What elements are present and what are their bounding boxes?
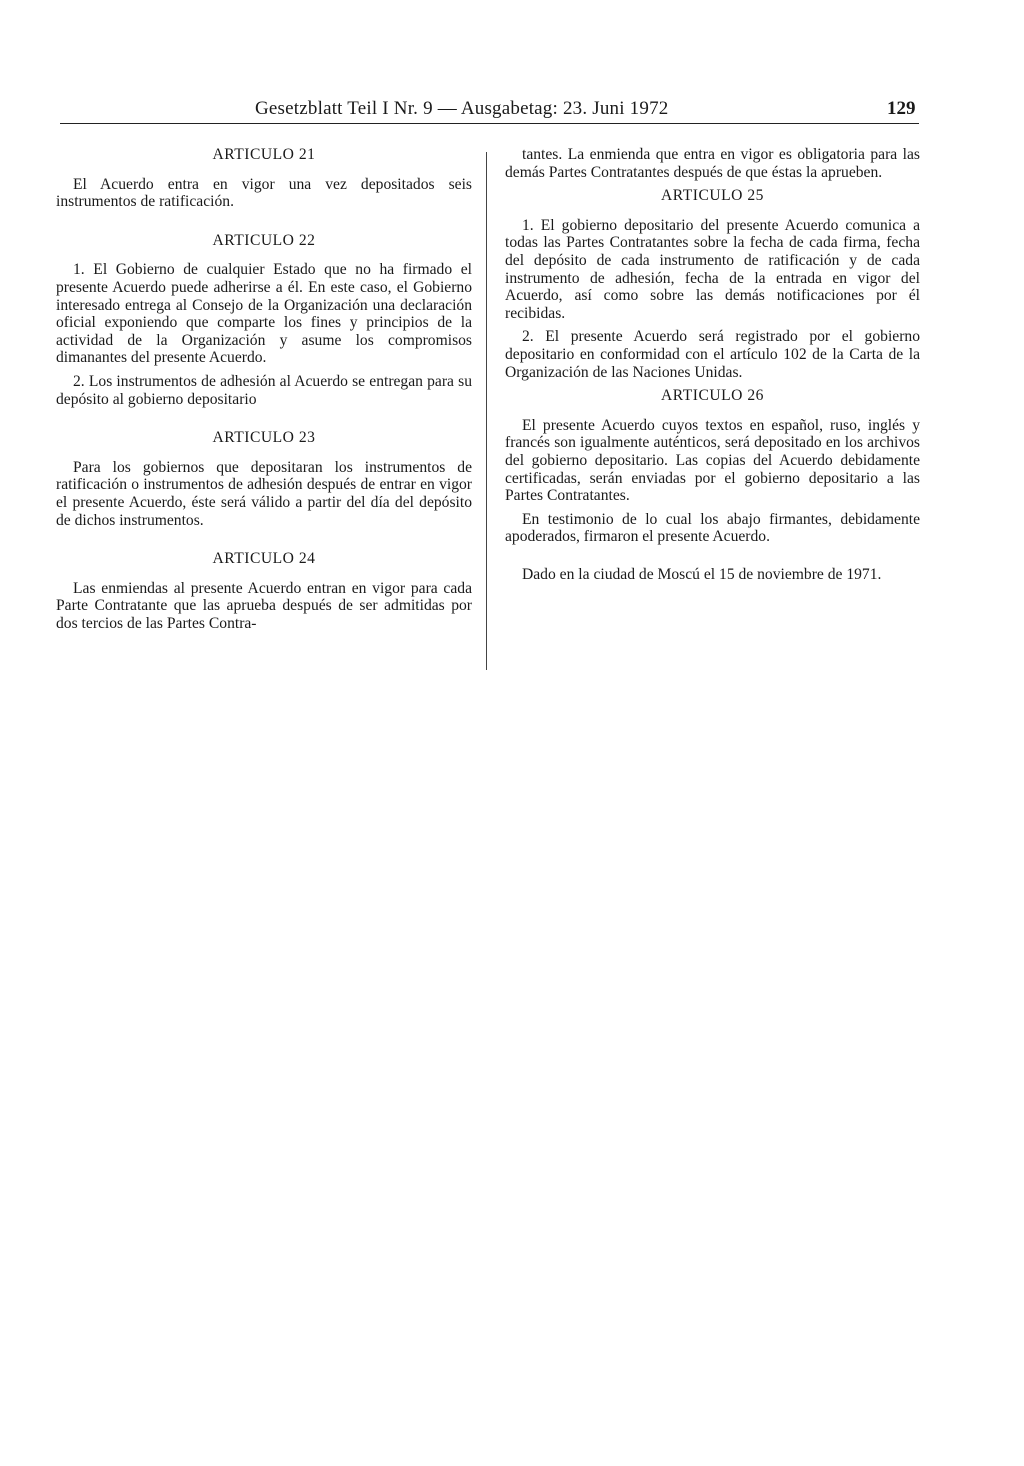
date-place-paragraph: Dado en la ciudad de Moscú el 15 de noviembre de 1971. [522, 565, 882, 583]
right-column [505, 146, 920, 589]
article-21-text: El Acuerdo entra en vigor una vez depositados seis instrumentos de ratificación. [56, 175, 472, 211]
article-23-text: Para los gobiernos que depositaran los instrumentos de ratificación o instrumentos de adhesión después de entrar en vigor el presente Acuerdo, éste será válido a partir del día del depósito de dichos instrumentos. [56, 458, 472, 529]
gazette-title: Gesetzblatt Teil I Nr. 9 — Ausgabetag: 23. Juni 1972 [255, 98, 669, 119]
article-22-heading: ARTICULO 22 [212, 231, 316, 249]
page-number: 129 [887, 98, 916, 119]
article-25-paragraph-1: 1. El gobierno depositario del presente Acuerdo comunica a todas las Partes Contratantes sobre la fecha de cada firma, fecha del depósito de cada instrumento de ratificación y de cada instrumento de adhesión, fecha de la entrada en vigor del Acuerdo, así como sobre las demás notificaciones por él recibidas. [505, 216, 920, 322]
column-divider [486, 152, 487, 670]
left-column [56, 146, 472, 638]
article-22-paragraph-1: 1. El Gobierno de cualquier Estado que no ha firmado el presente Acuerdo puede adherirse a él. En este caso, el Gobierno interesado entrega al Consejo de la Organización una declaración oficial exponiendo que comparte los fines y principios de la actividad de la Organización y asume los compromisos dimanantes del presente Acuerdo. [56, 261, 472, 367]
article-26-heading: ARTICULO 26 [661, 387, 764, 405]
article-23-heading: ARTICULO 23 [212, 429, 316, 447]
article-25-paragraph-2: 2. El presente Acuerdo será registrado por el gobierno depositario en conformidad con el artículo 102 de la Carta de la Organización de las Naciones Unidas. [505, 328, 920, 381]
article-24-continuation: tantes. La enmienda que entra en vigor es obligatoria para las demás Partes Contratantes después de que éstas la aprueben. [505, 146, 920, 181]
header-rule [60, 123, 919, 124]
article-24-heading: ARTICULO 24 [212, 550, 316, 568]
article-21-heading: ARTICULO 21 [212, 146, 316, 163]
testimony-paragraph: En testimonio de lo cual los abajo firmantes, debidamente apoderados, firmaron el presente Acuerdo. [505, 510, 920, 546]
article-22-paragraph-2: 2. Los instrumentos de adhesión al Acuerdo se entregan para su depósito al gobierno depositario [56, 372, 472, 408]
article-26-paragraph-1: El presente Acuerdo cuyos textos en español, ruso, inglés y francés son igualmente auténticos, será depositado en los archivos del gobierno depositario. Las copias del Acuerdo debidamente certificadas, serán enviadas por el gobierno depositario a las Partes Contratantes. [505, 416, 920, 505]
article-24-text: Las enmiendas al presente Acuerdo entran en vigor para cada Parte Contratante que las aprueba después de ser admitidas por dos tercios de las Partes Contra- [56, 579, 472, 632]
article-25-heading: ARTICULO 25 [661, 187, 764, 205]
